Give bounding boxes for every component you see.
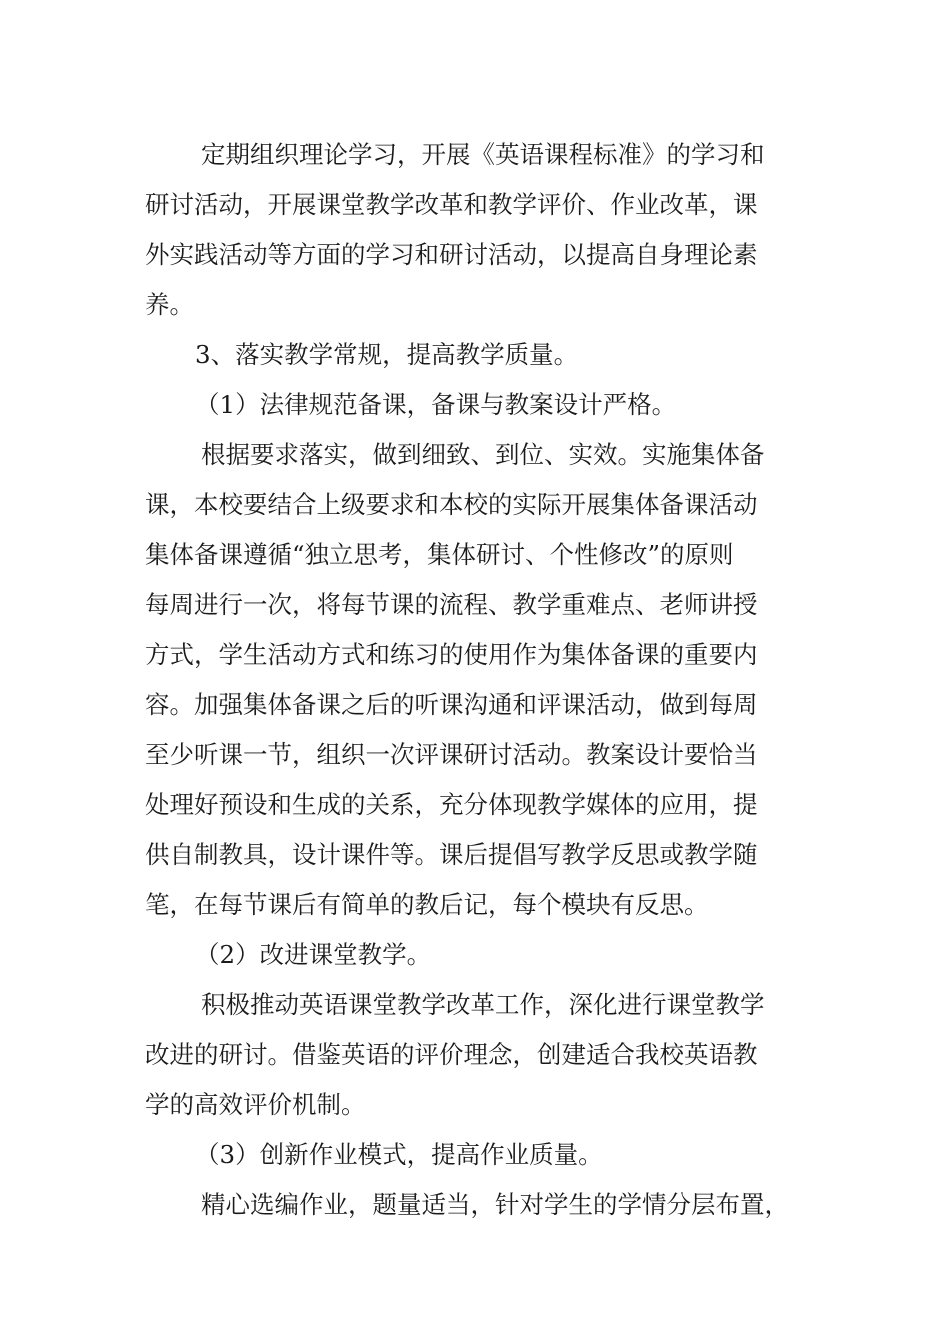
text-line: 课，本校要结合上级要求和本校的实际开展集体备课活动 [145,490,758,519]
text-line: （3）创新作业模式，提高作业质量。 [195,1140,603,1169]
text-line: （1）法律规范备课，备课与教案设计严格。 [195,390,677,419]
text-line: 每周进行一次，将每节课的流程、教学重难点、老师讲授 [145,590,758,619]
text-line: 学的高效评价机制。 [145,1090,366,1119]
text-line: 改进的研讨。借鉴英语的评价理念，创建适合我校英语教 [145,1040,758,1069]
document-body [145,130,835,1230]
text-line: 研讨活动，开展课堂教学改革和教学评价、作业改革，课 [145,190,758,219]
text-line: 容。加强集体备课之后的听课沟通和评课活动，做到每周 [145,690,758,719]
text-line: 根据要求落实，做到细致、到位、实效。实施集体备 [201,440,765,469]
text-line: 笔，在每节课后有简单的教后记，每个模块有反思。 [145,890,709,919]
text-line: 定期组织理论学习，开展《英语课程标准》的学习和 [201,140,765,169]
text-line: 至少听课一节，组织一次评课研讨活动。教案设计要恰当 [145,740,758,769]
text-line: 集体备课遵循“独立思考，集体研讨、个性修改”的原则 [145,540,734,569]
text-line: 精心选编作业，题量适当，针对学生的学情分层布置， [201,1190,789,1219]
text-line: （2）改进课堂教学。 [195,940,432,969]
text-line: 3、落实教学常规，提高教学质量。 [195,340,579,369]
text-line: 方式，学生活动方式和练习的使用作为集体备课的重要内 [145,640,758,669]
text-line: 供自制教具，设计课件等。课后提倡写教学反思或教学随 [145,840,758,869]
text-line: 积极推动英语课堂教学改革工作，深化进行课堂教学 [201,990,765,1019]
text-line: 处理好预设和生成的关系，充分体现教学媒体的应用，提 [145,790,758,819]
text-line: 养。 [145,290,194,319]
text-line: 外实践活动等方面的学习和研讨活动，以提高自身理论素 [145,240,758,269]
